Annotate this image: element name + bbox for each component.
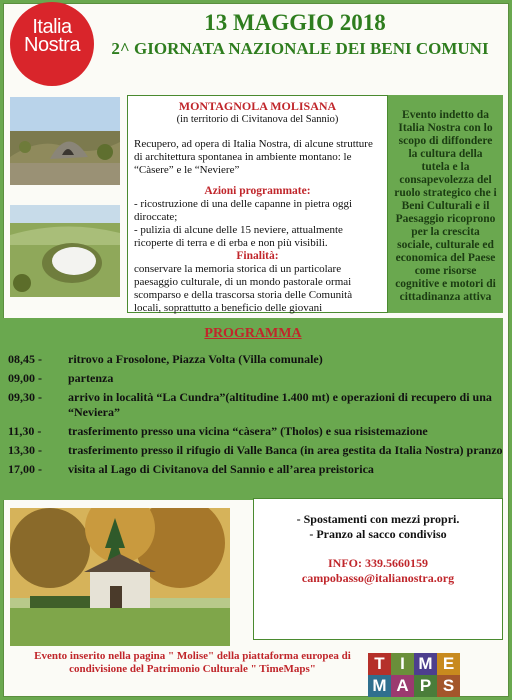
info-email[interactable]: campobasso@italianostra.org bbox=[301, 571, 455, 585]
goal-text: conservare la memoria storica di un particolare paesaggio culturale, di un mondo pastorale ormai scomparso e della trascorsa storia delle Comunità locali, soprattutto a beneficio delle giovani bbox=[134, 263, 353, 314]
neviera-photo bbox=[10, 205, 120, 297]
transport-note: - Spostamenti con mezzi propri. bbox=[296, 512, 460, 526]
timemaps-letter: M bbox=[368, 675, 391, 697]
italia-nostra-logo bbox=[10, 2, 94, 86]
event-date: 13 MAGGIO 2018 bbox=[204, 10, 386, 35]
schedule-text: trasferimento presso il rifugio di Valle Banca (in area gestita da Italia Nostra) pranzo bbox=[68, 443, 503, 457]
schedule-item bbox=[8, 371, 503, 386]
goal-heading: Finalità: bbox=[236, 250, 279, 262]
event-subtitle: 2^ GIORNATA NAZIONALE DEI BENI COMUNI bbox=[111, 39, 489, 58]
info-box bbox=[253, 498, 503, 640]
schedule-item bbox=[8, 462, 503, 477]
timemaps-row-top bbox=[368, 653, 460, 675]
schedule-text: arrivo in località “La Cundra”(altitudine 1.400 mt) e operazioni di recupero di una “Neviera” bbox=[68, 390, 492, 419]
schedule-item bbox=[8, 352, 503, 367]
programma-title: PROGRAMMA bbox=[204, 326, 302, 341]
location-subtitle: (in territorio di Civitanova del Sannio) bbox=[176, 114, 339, 125]
actions-heading: Azioni programmate: bbox=[204, 185, 311, 197]
schedule-item bbox=[8, 424, 503, 439]
schedule-text: partenza bbox=[68, 371, 114, 385]
schedule-time: 08,45 - bbox=[8, 352, 42, 366]
timemaps-letter: A bbox=[391, 675, 414, 697]
lunch-note: - Pranzo al sacco condiviso bbox=[309, 527, 447, 541]
action-item: - pulizia di alcune delle 15 neviere, attualmente ricoperte di terra e di erba e non più visibili. bbox=[134, 224, 343, 249]
timemaps-logo bbox=[368, 653, 460, 697]
timemaps-letter: P bbox=[414, 675, 437, 697]
stone-hut-photo bbox=[10, 97, 120, 185]
schedule-time: 17,00 - bbox=[8, 462, 42, 476]
timemaps-letter: E bbox=[437, 653, 460, 675]
location-title: MONTAGNOLA MOLISANA bbox=[178, 99, 337, 113]
timemaps-letter: I bbox=[391, 653, 414, 675]
event-purpose-note: Evento indetto da Italia Nostra con lo scopo di diffondere la cultura della tutela e la consapevolezza del ruolo strategico che i Beni Culturali e il Paesaggio ricoprono per la crescita sociale, culturale ed economica del Paese come risorse cognitive e motori di cittadinanza attiva bbox=[388, 95, 503, 313]
timemaps-letter: T bbox=[368, 653, 391, 675]
schedule-item bbox=[8, 390, 503, 420]
schedule-time: 09,30 - bbox=[8, 390, 42, 404]
footer-note: Evento inserito nella pagina " Molise" della piattaforma europea di condivisione del Patrimonio Culturale " TimeMaps" bbox=[34, 650, 351, 675]
timemaps-letter: S bbox=[437, 675, 460, 697]
programma-list bbox=[8, 352, 503, 481]
mountain-refuge-photo bbox=[10, 508, 230, 646]
logo-text-line1: Italia bbox=[32, 16, 72, 38]
schedule-text: visita al Lago di Civitanova del Sannio e all’area preistorica bbox=[68, 462, 374, 476]
info-phone: INFO: 339.5660159 bbox=[328, 556, 428, 570]
action-item: - ricostruzione di una delle capanne in pietra oggi diroccate; bbox=[134, 198, 353, 223]
schedule-text: ritrovo a Frosolone, Piazza Volta (Villa comunale) bbox=[68, 352, 323, 366]
timemaps-row-bottom bbox=[368, 675, 460, 697]
schedule-text: trasferimento presso una vicina “càsera” (Tholos) e sua risistemazione bbox=[68, 424, 428, 438]
logo-text-line2: Nostra bbox=[24, 34, 80, 56]
schedule-time: 13,30 - bbox=[8, 443, 42, 457]
location-description-box bbox=[127, 95, 388, 313]
schedule-item bbox=[8, 443, 503, 458]
location-intro: Recupero, ad opera di Italia Nostra, di alcune strutture di architettura spontanea in ambiente montano: le “Càsere” e le “Neviere” bbox=[134, 138, 373, 176]
schedule-time: 09,00 - bbox=[8, 371, 42, 385]
schedule-time: 11,30 - bbox=[8, 424, 42, 438]
timemaps-letter: M bbox=[414, 653, 437, 675]
